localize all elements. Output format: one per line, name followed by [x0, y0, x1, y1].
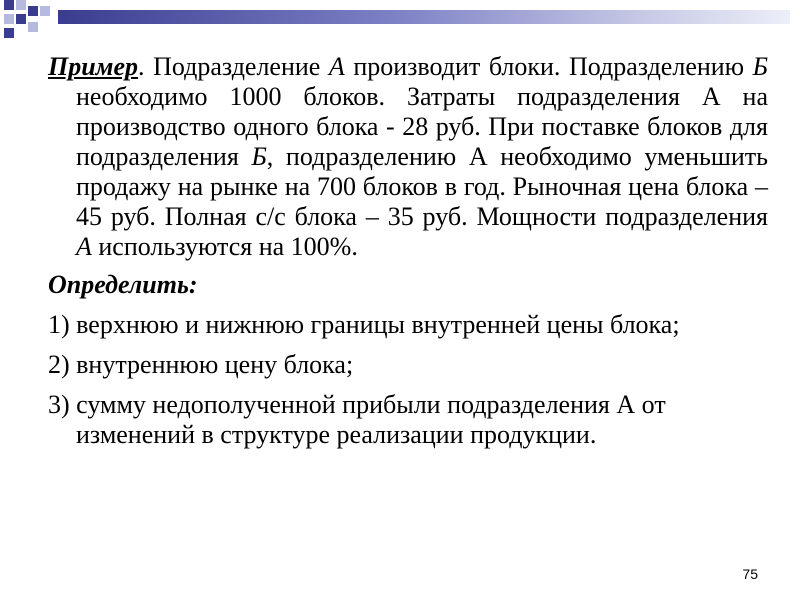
- task-heading: Определить:: [48, 270, 198, 299]
- header-bar: [58, 10, 790, 24]
- slide-content: [48, 52, 768, 450]
- deco-square: [4, 28, 14, 38]
- deco-square: [28, 6, 38, 16]
- deco-square: [16, 0, 26, 10]
- deco-square: [4, 14, 14, 24]
- example-paragraph: Пример. Подразделение А производит блоки. Подразделению Б необходимо 1000 блоков. Затраты подразделения А на производство одного блока - 28 руб. При поставке блоков для подразделения Б, подразделению А необходимо уменьшить продажу на рынке на 700 блоков в год. Рыночная цена блока – 45 руб. Полная с/с блока – 35 руб. Мощности подразделения А используются на 100%.: [48, 52, 769, 261]
- deco-square: [28, 22, 38, 32]
- task-item: 2) внутреннюю цену блока;: [48, 350, 354, 379]
- deco-square: [40, 6, 50, 16]
- deco-square: [16, 14, 26, 24]
- task-item: 3) сумму недополученной прибыли подразделения А от изменений в структуре реализации продукции.: [48, 390, 666, 449]
- page-number: 75: [742, 566, 758, 582]
- example-label: Пример: [48, 52, 139, 81]
- task-item: 1) верхнюю и нижнюю границы внутренней цены блока;: [48, 310, 680, 339]
- decorative-squares: [0, 0, 60, 40]
- deco-square: [4, 0, 14, 10]
